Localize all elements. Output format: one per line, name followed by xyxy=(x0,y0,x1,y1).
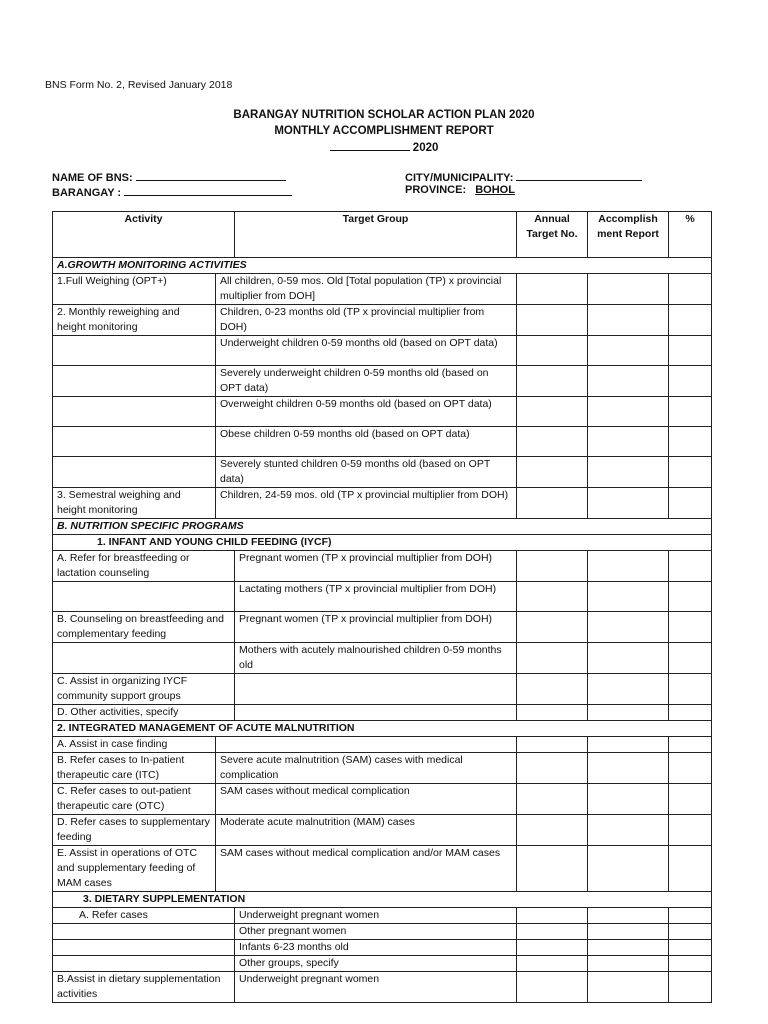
table-row xyxy=(53,336,712,366)
percent-cell[interactable] xyxy=(669,846,712,892)
accomplishment-cell[interactable] xyxy=(588,846,669,892)
target-group-cell: SAM cases without medical complication xyxy=(216,784,517,815)
annual-target-cell[interactable] xyxy=(517,643,588,674)
table-row xyxy=(53,940,712,956)
activity-cell xyxy=(53,336,216,366)
target-group-cell: Other groups, specify xyxy=(235,956,517,972)
target-group-cell: Other pregnant women xyxy=(235,924,517,940)
activity-cell: A. Refer cases xyxy=(53,908,235,924)
annual-target-cell[interactable] xyxy=(517,427,588,457)
percent-cell[interactable] xyxy=(669,427,712,457)
table-row xyxy=(53,956,712,972)
activity-cell: B. Counseling on breastfeeding and complementary feeding xyxy=(53,612,235,643)
annual-target-cell[interactable] xyxy=(517,737,588,753)
table-row xyxy=(53,972,712,1003)
activity-cell: C. Assist in organizing IYCF community support groups xyxy=(53,674,235,705)
activity-cell xyxy=(53,924,235,940)
annual-target-cell[interactable] xyxy=(517,815,588,846)
subsection-dietary: 3. DIETARY SUPPLEMENTATION xyxy=(53,892,712,908)
activity-cell xyxy=(53,940,235,956)
accomplishment-cell[interactable] xyxy=(588,612,669,643)
city-label: CITY/MUNICIPALITY: xyxy=(405,172,514,184)
activity-cell xyxy=(53,457,216,488)
accomplishment-cell[interactable] xyxy=(588,908,669,924)
accomplishment-cell[interactable] xyxy=(588,705,669,721)
table-row xyxy=(53,908,712,924)
table-row xyxy=(53,846,712,892)
percent-cell[interactable] xyxy=(669,674,712,705)
section-row xyxy=(53,258,712,274)
target-group-cell: Underweight children 0-59 months old (based on OPT data) xyxy=(216,336,517,366)
accomplishment-cell[interactable] xyxy=(588,956,669,972)
table-row xyxy=(53,753,712,784)
subsection-imam: 2. INTEGRATED MANAGEMENT OF ACUTE MALNUTRITION xyxy=(53,721,712,737)
table-row xyxy=(53,488,712,519)
activity-cell: B. Refer cases to In-patient therapeutic care (ITC) xyxy=(53,753,216,784)
annual-target-cell[interactable] xyxy=(517,924,588,940)
header-accomplishment: Accomplish ment Report xyxy=(588,212,669,258)
target-group-cell: Moderate acute malnutrition (MAM) cases xyxy=(216,815,517,846)
percent-cell[interactable] xyxy=(669,924,712,940)
section-nutrition-specific: B. NUTRITION SPECIFIC PROGRAMS xyxy=(53,519,712,535)
annual-target-cell[interactable] xyxy=(517,972,588,1003)
percent-cell[interactable] xyxy=(669,940,712,956)
accomplishment-cell[interactable] xyxy=(588,784,669,815)
annual-target-cell[interactable] xyxy=(517,940,588,956)
table-row xyxy=(53,737,712,753)
annual-target-cell[interactable] xyxy=(517,612,588,643)
barangay-label: BARANGAY : xyxy=(52,187,122,199)
target-group-cell: Lactating mothers (TP x provincial multiplier from DOH) xyxy=(235,582,517,612)
table-row xyxy=(53,612,712,643)
percent-cell[interactable] xyxy=(669,397,712,427)
bns-name-label: NAME OF BNS: xyxy=(52,172,133,184)
annual-target-cell[interactable] xyxy=(517,336,588,366)
percent-cell[interactable] xyxy=(669,274,712,305)
table-row xyxy=(53,427,712,457)
percent-cell[interactable] xyxy=(669,908,712,924)
percent-cell[interactable] xyxy=(669,305,712,336)
province-label: PROVINCE: xyxy=(405,184,467,196)
percent-cell[interactable] xyxy=(669,643,712,674)
activity-cell xyxy=(53,582,235,612)
barangay-blank[interactable] xyxy=(124,184,292,196)
percent-cell[interactable] xyxy=(669,488,712,519)
annual-target-cell[interactable] xyxy=(517,956,588,972)
header-target-group: Target Group xyxy=(235,212,517,258)
activity-cell: 1.Full Weighing (OPT+) xyxy=(53,274,216,305)
header-percent: % xyxy=(669,212,712,258)
percent-cell[interactable] xyxy=(669,972,712,1003)
table-row xyxy=(53,924,712,940)
table-row xyxy=(53,815,712,846)
target-group-cell: Obese children 0-59 months old (based on OPT data) xyxy=(216,427,517,457)
annual-target-cell[interactable] xyxy=(517,274,588,305)
annual-target-cell[interactable] xyxy=(517,705,588,721)
subsection-iycf: 1. INFANT AND YOUNG CHILD FEEDING (IYCF) xyxy=(53,535,712,551)
accomplishment-cell[interactable] xyxy=(588,366,669,397)
table-row xyxy=(53,366,712,397)
percent-cell[interactable] xyxy=(669,366,712,397)
subsection-row xyxy=(53,721,712,737)
province-value: BOHOL xyxy=(475,184,515,196)
annual-target-cell[interactable] xyxy=(517,551,588,582)
target-group-cell: Underweight pregnant women xyxy=(235,972,517,1003)
percent-cell[interactable] xyxy=(669,737,712,753)
accomplishment-cell[interactable] xyxy=(588,582,669,612)
accomplishment-cell[interactable] xyxy=(588,972,669,1003)
table-header-row xyxy=(53,212,712,258)
accomplishment-cell[interactable] xyxy=(588,274,669,305)
activity-cell xyxy=(53,397,216,427)
table-row xyxy=(53,274,712,305)
activity-cell xyxy=(53,956,235,972)
target-group-cell: SAM cases without medical complication and/or MAM cases xyxy=(216,846,517,892)
target-group-cell: Severe acute malnutrition (SAM) cases with medical complication xyxy=(216,753,517,784)
target-group-cell: Children, 0-23 months old (TP x provincial multiplier from DOH) xyxy=(216,305,517,336)
month-blank[interactable] xyxy=(330,139,410,151)
target-group-cell: Severely underweight children 0-59 months old (based on OPT data) xyxy=(216,366,517,397)
imam-rows xyxy=(53,737,712,892)
activity-cell: 3. Semestral weighing and height monitoring xyxy=(53,488,216,519)
accomplishment-cell[interactable] xyxy=(588,488,669,519)
table-row xyxy=(53,784,712,815)
percent-cell[interactable] xyxy=(669,582,712,612)
growth-rows xyxy=(53,274,712,519)
accomplishment-table xyxy=(52,211,712,1003)
report-month-year: 2020 xyxy=(0,139,768,156)
bns-name-field xyxy=(52,169,286,184)
header-activity: Activity xyxy=(53,212,235,258)
target-group-cell: All children, 0-59 mos. Old [Total population (TP) x provincial multiplier from DOH] xyxy=(216,274,517,305)
form-number: BNS Form No. 2, Revised January 2018 xyxy=(45,79,233,91)
table-row xyxy=(53,643,712,674)
target-group-cell: Pregnant women (TP x provincial multiplier from DOH) xyxy=(235,612,517,643)
table-row xyxy=(53,582,712,612)
city-field xyxy=(405,169,642,184)
activity-cell: A. Assist in case finding xyxy=(53,737,216,753)
annual-target-cell[interactable] xyxy=(517,366,588,397)
report-title: BARANGAY NUTRITION SCHOLAR ACTION PLAN 2020 xyxy=(233,109,535,121)
accomplishment-cell[interactable] xyxy=(588,397,669,427)
accomplishment-cell[interactable] xyxy=(588,336,669,366)
target-group-cell xyxy=(216,737,517,753)
accomplishment-cell[interactable] xyxy=(588,674,669,705)
accomplishment-cell[interactable] xyxy=(588,643,669,674)
target-group-cell: Severely stunted children 0-59 months old (based on OPT data) xyxy=(216,457,517,488)
percent-cell[interactable] xyxy=(669,612,712,643)
annual-target-cell[interactable] xyxy=(517,908,588,924)
activity-cell: A. Refer for breastfeeding or lactation counseling xyxy=(53,551,235,582)
percent-cell[interactable] xyxy=(669,815,712,846)
bns-name-blank[interactable] xyxy=(136,169,286,181)
annual-target-cell[interactable] xyxy=(517,846,588,892)
province-field xyxy=(405,184,515,196)
subsection-row xyxy=(53,892,712,908)
table-row xyxy=(53,305,712,336)
accomplishment-cell[interactable] xyxy=(588,551,669,582)
percent-cell[interactable] xyxy=(669,705,712,721)
section-row xyxy=(53,519,712,535)
target-group-cell xyxy=(235,674,517,705)
percent-cell[interactable] xyxy=(669,551,712,582)
annual-target-cell[interactable] xyxy=(517,457,588,488)
target-group-cell: Children, 24-59 mos. old (TP x provincial multiplier from DOH) xyxy=(216,488,517,519)
accomplishment-cell[interactable] xyxy=(588,940,669,956)
report-subtitle: MONTHLY ACCOMPLISHMENT REPORT xyxy=(274,125,494,137)
percent-cell[interactable] xyxy=(669,956,712,972)
accomplishment-cell[interactable] xyxy=(588,457,669,488)
accomplishment-cell[interactable] xyxy=(588,753,669,784)
annual-target-cell[interactable] xyxy=(517,488,588,519)
subsection-row xyxy=(53,535,712,551)
activity-cell xyxy=(53,427,216,457)
target-group-cell: Pregnant women (TP x provincial multiplier from DOH) xyxy=(235,551,517,582)
activity-cell xyxy=(53,643,235,674)
percent-cell[interactable] xyxy=(669,336,712,366)
activity-cell: C. Refer cases to out-patient therapeutic care (OTC) xyxy=(53,784,216,815)
target-group-cell: Infants 6-23 months old xyxy=(235,940,517,956)
annual-target-cell[interactable] xyxy=(517,397,588,427)
annual-target-cell[interactable] xyxy=(517,674,588,705)
section-growth-monitoring: A.GROWTH MONITORING ACTIVITIES xyxy=(53,258,712,274)
table-row xyxy=(53,674,712,705)
target-group-cell: Underweight pregnant women xyxy=(235,908,517,924)
percent-cell[interactable] xyxy=(669,753,712,784)
activity-cell xyxy=(53,366,216,397)
barangay-field xyxy=(52,184,292,199)
iycf-rows xyxy=(53,551,712,721)
activity-cell: B.Assist in dietary supplementation activities xyxy=(53,972,235,1003)
activity-cell: E. Assist in operations of OTC and supplementary feeding of MAM cases xyxy=(53,846,216,892)
accomplishment-cell[interactable] xyxy=(588,815,669,846)
percent-cell[interactable] xyxy=(669,457,712,488)
accomplishment-cell[interactable] xyxy=(588,924,669,940)
annual-target-cell[interactable] xyxy=(517,784,588,815)
percent-cell[interactable] xyxy=(669,784,712,815)
table-row xyxy=(53,457,712,488)
table-row xyxy=(53,397,712,427)
annual-target-cell[interactable] xyxy=(517,305,588,336)
report-title-block xyxy=(0,107,768,156)
accomplishment-cell[interactable] xyxy=(588,427,669,457)
annual-target-cell[interactable] xyxy=(517,582,588,612)
header-annual-target: Annual Target No. xyxy=(517,212,588,258)
target-group-cell: Mothers with acutely malnourished children 0-59 months old xyxy=(235,643,517,674)
accomplishment-cell[interactable] xyxy=(588,305,669,336)
table-row xyxy=(53,705,712,721)
accomplishment-cell[interactable] xyxy=(588,737,669,753)
annual-target-cell[interactable] xyxy=(517,753,588,784)
diet-rows xyxy=(53,908,712,1003)
activity-cell: D. Refer cases to supplementary feeding xyxy=(53,815,216,846)
target-group-cell: Overweight children 0-59 months old (based on OPT data) xyxy=(216,397,517,427)
activity-cell: 2. Monthly reweighing and height monitoring xyxy=(53,305,216,336)
activity-cell: D. Other activities, specify xyxy=(53,705,235,721)
city-blank[interactable] xyxy=(516,169,642,181)
table-row xyxy=(53,551,712,582)
target-group-cell xyxy=(235,705,517,721)
